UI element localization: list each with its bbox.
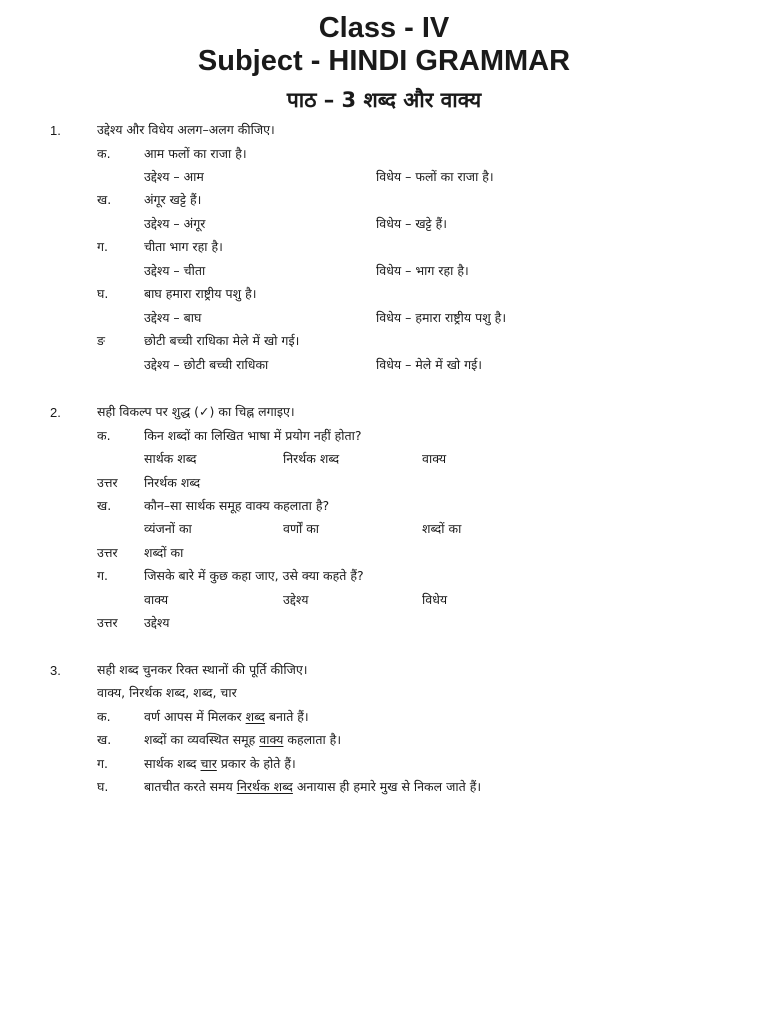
q2-answer: शब्दों का xyxy=(144,545,184,560)
q1-uddeshya: उद्देश्य – छोटी बच्ची राधिका xyxy=(144,357,269,372)
q1-sentence: छोटी बच्ची राधिका मेले में खो गई। xyxy=(144,333,300,348)
q2-option: विधेय xyxy=(422,592,448,607)
q2-option: वर्णों का xyxy=(283,521,320,536)
q3-text-before: शब्दों का व्यवस्थित समूह xyxy=(144,732,260,747)
q2-number: 2. xyxy=(50,405,61,420)
q1-sentence: आम फलों का राजा है। xyxy=(144,146,247,161)
q1-uddeshya: उद्देश्य – चीता xyxy=(144,263,206,278)
q1-vidheya: विधेय – फलों का राजा है। xyxy=(376,169,494,184)
q1-item-label: घ. xyxy=(97,286,109,301)
q2-option: निरर्थक शब्द xyxy=(283,451,340,466)
q1-vidheya: विधेय – भाग रहा है। xyxy=(376,263,469,278)
q3-text-after: अनायास ही हमारे मुख से निकल जाते हैं। xyxy=(292,779,482,794)
q2-option: उद्देश्य xyxy=(283,592,309,607)
q2-item-label: ग. xyxy=(97,568,109,583)
q3-item-label: ख. xyxy=(97,732,112,747)
q2-question: जिसके बारे में कुछ कहा जाए, उसे क्या कहते हैं? xyxy=(144,568,364,583)
q1-uddeshya: उद्देश्य – बाघ xyxy=(144,310,202,325)
q1-item-label: क. xyxy=(97,146,111,161)
q2-option: सार्थक शब्द xyxy=(144,451,197,466)
q3-number: 3. xyxy=(50,663,61,678)
q2-item-label: ख. xyxy=(97,498,112,513)
q3-item-label: क. xyxy=(97,709,111,724)
q1-instruction: उद्देश्य और विधेय अलग–अलग कीजिए। xyxy=(97,122,275,137)
q3-item-label: घ. xyxy=(97,779,109,794)
q3-text-after: कहलाता है। xyxy=(283,732,342,747)
q3-sentence xyxy=(144,779,481,795)
q3-blank-answer: वाक्य xyxy=(259,732,284,747)
q2-question: किन शब्दों का लिखित भाषा में प्रयोग नहीं होता? xyxy=(144,428,362,443)
q3-instruction: सही शब्द चुनकर रिक्त स्थानों की पूर्ति कीजिए। xyxy=(97,662,308,677)
q2-question: कौन–सा सार्थक समूह वाक्य कहलाता है? xyxy=(144,498,330,513)
class-title: Class - IV xyxy=(318,12,450,44)
q1-sentence: चीता भाग रहा है। xyxy=(144,239,223,254)
q2-option: व्यंजनों का xyxy=(144,521,192,536)
q1-sentence: बाघ हमारा राष्ट्रीय पशु है। xyxy=(144,286,257,301)
q3-text-after: बनाते हैं। xyxy=(264,709,309,724)
q3-sentence xyxy=(144,709,309,725)
q1-vidheya: विधेय – मेले में खो गई। xyxy=(376,357,483,372)
q3-item-label: ग. xyxy=(97,756,109,771)
q3-blank-answer: निरर्थक शब्द xyxy=(236,779,293,794)
q3-text-before: सार्थक शब्द xyxy=(144,756,201,771)
q2-option: शब्दों का xyxy=(422,521,462,536)
q3-word-bank: वाक्य, निरर्थक शब्द, शब्द, चार xyxy=(97,685,237,700)
q3-text-before: वर्ण आपस में मिलकर xyxy=(144,709,246,724)
q2-instruction: सही विकल्प पर शुद्ध (✓) का चिह्न लगाइए। xyxy=(97,404,295,419)
q2-item-label: क. xyxy=(97,428,111,443)
q3-sentence xyxy=(144,756,296,772)
q1-sentence: अंगूर खट्टे हैं। xyxy=(144,192,202,207)
q2-option: वाक्य xyxy=(144,592,169,607)
q1-number: 1. xyxy=(50,123,61,138)
q1-uddeshya: उद्देश्य – अंगूर xyxy=(144,216,206,231)
q2-answer: निरर्थक शब्द xyxy=(144,475,201,490)
subject-title: Subject - HINDI GRAMMAR xyxy=(197,45,571,77)
q2-option: वाक्य xyxy=(422,451,447,466)
q1-vidheya: विधेय – हमारा राष्ट्रीय पशु है। xyxy=(376,310,507,325)
q1-vidheya: विधेय – खट्टे हैं। xyxy=(376,216,448,231)
q3-text-before: बातचीत करते समय xyxy=(144,779,237,794)
q2-answer-label: उत्तर xyxy=(97,545,118,560)
q2-answer-label: उत्तर xyxy=(97,615,118,630)
q3-blank-answer: शब्द xyxy=(245,709,265,724)
q1-uddeshya: उद्देश्य – आम xyxy=(144,169,204,184)
q1-item-label: ग. xyxy=(97,239,109,254)
q3-blank-answer: चार xyxy=(200,756,217,771)
q3-sentence xyxy=(144,732,341,748)
lesson-title: पाठ – 3 शब्द और वाक्य xyxy=(286,88,482,112)
q1-item-label: ख. xyxy=(97,192,112,207)
q1-item-label: ङ xyxy=(97,333,105,348)
q3-text-after: प्रकार के होते हैं। xyxy=(216,756,296,771)
q2-answer-label: उत्तर xyxy=(97,475,118,490)
q2-answer: उद्देश्य xyxy=(144,615,170,630)
